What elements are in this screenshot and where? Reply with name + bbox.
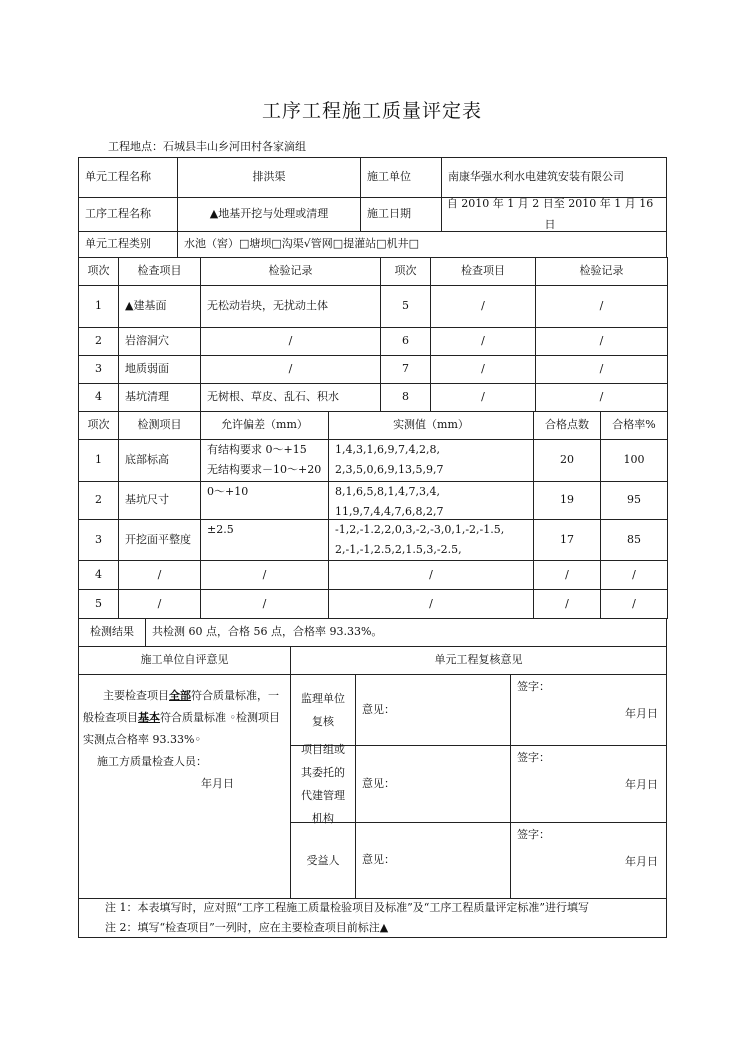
value-line: 11,9,7,4,4,7,6,8,2,7 [335,504,444,518]
value-line: 有结构要求 0～+15 [207,443,307,456]
note: 注 1：本表填写时，应对照“工序工程施工质量检验项目及标准”及“工序工程质量评定标准”进行填写 [105,901,589,915]
measure-cell [200,560,329,590]
date: 年月日 [625,777,658,791]
value-line: 1,4,3,1,6,9,7,4,2,8, [335,443,440,456]
check-cell: / [535,383,668,412]
value-line: / [429,568,433,582]
check-cell: / [430,355,536,384]
value-line: -1,2,-1.2,2,0,3,-2,-3,0,1,-2,-1.5, [335,523,505,536]
inspector-label: 施工方质量检查人员： [97,755,207,768]
review-org: 监理单位复核 [290,674,356,746]
measure-cell: / [600,589,668,619]
check-cell: / [430,327,536,356]
check-cell: 2 [78,327,119,356]
check-cell: 8 [380,383,431,412]
measure-cell [200,439,329,482]
review-sign [510,822,667,899]
measure-cell: 85 [600,519,668,561]
measure-cell [328,589,534,619]
review-org: 受益人 [290,822,356,899]
review-opinion: 意见： [355,674,511,746]
header-cell: 检验记录 [535,257,668,286]
check-cell: 岩溶洞穴 [118,327,201,356]
sign-label: 签字： [517,751,550,764]
value-line: / [262,568,267,582]
check-cell: 5 [380,285,431,328]
measure-cell: / [118,589,201,619]
check-cell: / [535,327,668,356]
date: 自 2010 年 1 月 2 日至 2010 年 1 月 16 日 [441,197,667,232]
type: 水池（窖）□塘坝□沟渠√管网□提灌站□机井□ [177,231,667,258]
check-cell: 基坑清理 [118,383,201,412]
header-cell: 检查项目 [430,257,536,286]
check-cell: / [430,383,536,412]
sign-label: 签字： [517,680,550,693]
measure-cell [328,519,534,561]
check-cell: ▲建基面 [118,285,201,328]
value-line: 2,3,5,0,6,9,13,5,9,7 [335,462,444,476]
header-cell: 检验记录 [200,257,381,286]
review-header: 单元工程复核意见 [290,646,667,675]
value-line: 8,1,6,5,8,1,4,7,3,4, [335,485,440,498]
check-cell: 6 [380,327,431,356]
review-opinion: 意见： [355,745,511,823]
measure-cell: 19 [533,481,601,520]
check-cell: / [535,285,668,328]
header-cell: 实测值（mm） [328,411,534,440]
measure-cell: 底部标高 [118,439,201,482]
date: 年月日 [625,854,658,868]
self-header: 施工单位自评意见 [78,646,291,675]
measure-cell: 20 [533,439,601,482]
text: 主要检查项目 [103,689,169,702]
result: 共检测 60 点，合格 56 点，合格率 93.33%。 [145,618,667,647]
measure-cell: 1 [78,439,119,482]
measure-cell: 17 [533,519,601,561]
text: 全部 [169,689,191,702]
process: ▲地基开挖与处理或清理 [177,197,361,232]
measure-cell [328,481,534,520]
check-cell: / [535,355,668,384]
measure-cell [200,481,329,520]
header-cell: 检测项目 [118,411,201,440]
check-cell: 地质弱面 [118,355,201,384]
measure-cell: / [600,560,668,590]
check-cell: / [430,285,536,328]
label: 施工单位 [360,157,442,198]
check-cell: 4 [78,383,119,412]
value-line: 2,-1,-1,2.5,2,1.5,3,-2.5, [335,542,462,556]
text: 基本 [138,711,160,724]
header-cell: 项次 [78,411,119,440]
measure-cell: 3 [78,519,119,561]
header-cell: 检查项目 [118,257,201,286]
check-cell: 3 [78,355,119,384]
review-sign [510,674,667,746]
label: 检测结果 [78,618,146,647]
measure-cell: / [533,589,601,619]
value-line: / [429,597,433,611]
text: 符合质量标准 ◦检测项目实测点合格率 93.33%◦ [83,711,280,746]
measure-cell: 5 [78,589,119,619]
check-cell: / [200,355,381,384]
measure-cell: 100 [600,439,668,482]
header-cell: 允许偏差（mm） [200,411,329,440]
value-line: 0～+10 [207,485,249,498]
label: 工序工程名称 [78,197,178,232]
review-opinion: 意见： [355,822,511,899]
label: 单元工程类别 [78,231,178,258]
review-sign [510,745,667,823]
measure-cell: 95 [600,481,668,520]
value-line: ±2.5 [207,523,234,536]
header-cell: 合格点数 [533,411,601,440]
value-line: 无结构要求－10～+20 [207,462,322,476]
measure-cell: 基坑尺寸 [118,481,201,520]
label: 单元工程名称 [78,157,178,198]
text: 符合质量标准，一般检查项目 [83,689,279,724]
label: 施工日期 [360,197,442,232]
check-cell: 1 [78,285,119,328]
note: 注 2：填写“检查项目”一列时，应在主要检查项目前标注▲ [105,921,389,934]
measure-cell: 开挖面平整度 [118,519,201,561]
unit-name: 排洪渠 [177,157,361,198]
location: 工程地点：石城县丰山乡河田村各家滴组 [108,140,306,153]
header-cell: 合格率% [600,411,668,440]
date: 年月日 [625,706,658,720]
header-cell: 项次 [78,257,119,286]
notes [78,898,667,938]
builder: 南康华强水利水电建筑安装有限公司 [441,157,667,198]
value-line: / [262,597,267,611]
measure-cell: 4 [78,560,119,590]
page-title: 工序工程施工质量评定表 [261,100,482,122]
sign-label: 签字： [517,828,550,841]
review-org: 项目组或其委托的代建管理机构 [290,745,356,823]
measure-cell: 2 [78,481,119,520]
measure-cell [328,439,534,482]
measure-cell: / [118,560,201,590]
measure-cell [328,560,534,590]
check-cell: 7 [380,355,431,384]
date: 年月日 [201,777,234,790]
check-cell: 无树根、草皮、乱石、积水 [200,383,381,412]
measure-cell [200,589,329,619]
measure-cell: / [533,560,601,590]
measure-cell [200,519,329,561]
check-cell: 无松动岩块，无扰动土体 [200,285,381,328]
check-cell: / [200,327,381,356]
self-evaluation [78,674,291,899]
header-cell: 项次 [380,257,431,286]
